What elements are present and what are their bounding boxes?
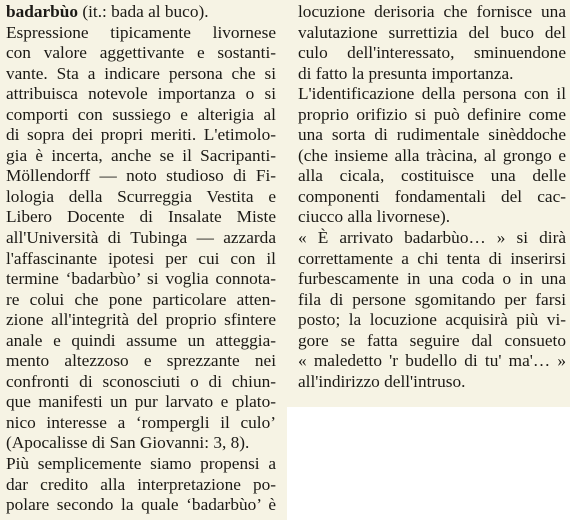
text-line: (Apocalisse di San Giovanni: 3, 8). — [6, 433, 250, 453]
text-line: « È arrivato badarbùo… » si dirà — [298, 228, 566, 248]
text-line: culo dell'interessato, sminuendone — [298, 43, 566, 63]
text-line: con valore aggettivante e sostanti- — [6, 43, 276, 63]
text-line: comporti con sussiego e alterigia al — [6, 104, 276, 124]
text-line: mento altezzoso e sprezzante nei — [6, 351, 276, 371]
text-line: una sorta di rudimentale sinèddoche — [298, 125, 566, 145]
text-line: gia è incerta, anche se il Sacripanti- — [6, 145, 276, 165]
text-line: zione all'integrità del proprio sfintere — [6, 310, 276, 330]
text-line: lologia della Scurreggia Vestita e — [6, 186, 276, 206]
entry-heading — [6, 2, 276, 23]
text-line: Espressione tipicamente livornese — [6, 22, 276, 42]
text-line: gore se fatta seguire dal consueto — [298, 330, 566, 350]
text-line: di fatto la presunta importanza. — [298, 63, 514, 83]
text-line: re colui che pone particolare atten- — [6, 289, 276, 309]
text-line: L'identificazione della persona con il — [298, 84, 566, 104]
text-line: locuzione derisoria che fornisce una — [298, 2, 566, 21]
text-line: polare secondo la quale ‘badarbùo’ è — [6, 495, 276, 515]
etymology-gloss: (it.: bada al buco). — [78, 2, 209, 21]
text-line: l'affascinante ipotesi per cui con il — [6, 248, 276, 268]
text-line: Libero Docente di Insalate Miste — [6, 207, 276, 227]
text-line: valutazione surrettizia del buco del — [298, 22, 566, 42]
text-line: all'Università di Tubinga — azzarda — [6, 228, 276, 248]
text-line: posto; la locuzione acquisirà più vi- — [298, 310, 566, 330]
text-line: termine ‘badarbùo’ si voglia connota- — [6, 269, 276, 289]
text-line: (che insieme alla tràcina, al grongo e — [298, 145, 566, 165]
text-line: confronti di sconosciuti o di chiun- — [6, 371, 276, 391]
text-line: attribuisca notevole importanza o si — [6, 84, 276, 104]
blank-area — [287, 407, 570, 520]
text-line: Più semplicemente siamo propensi a — [6, 454, 276, 474]
text-line: anale e quindi assume un atteggia- — [6, 330, 276, 350]
left-column — [6, 2, 276, 516]
text-line: nico interesse a ‘rompergli il culo’ — [6, 412, 276, 432]
text-line: furbescamente in una coda o in una — [298, 269, 566, 289]
text-line: « maledetto 'r budello di tu' ma'… » — [298, 351, 566, 371]
text-line: vante. Sta a indicare persona che si — [6, 63, 276, 83]
right-column — [298, 2, 566, 392]
text-line: ciucco alla livornese). — [298, 207, 451, 227]
text-line: Möllendorff — noto studioso di Fi- — [6, 166, 276, 186]
text-line: dar credito alla interpretazione po- — [6, 474, 276, 494]
text-line: all'indirizzo dell'intruso. — [298, 371, 466, 391]
headword: badarbùo — [6, 2, 79, 21]
text-line: di sopra dei propri meriti. L'etimolo- — [6, 125, 276, 145]
text-line: componenti fondamentali del cac- — [298, 186, 566, 206]
text-line: fila di persone sgomitando per farsi — [298, 289, 566, 309]
text-line: alla cicala, costituisce una delle — [298, 166, 566, 186]
text-line: que manifesti un pur larvato e plato- — [6, 392, 276, 412]
text-line: proprio orifizio si può definire come — [298, 104, 566, 124]
text-line: correttamente a chi tenta di inserirsi — [298, 248, 566, 268]
